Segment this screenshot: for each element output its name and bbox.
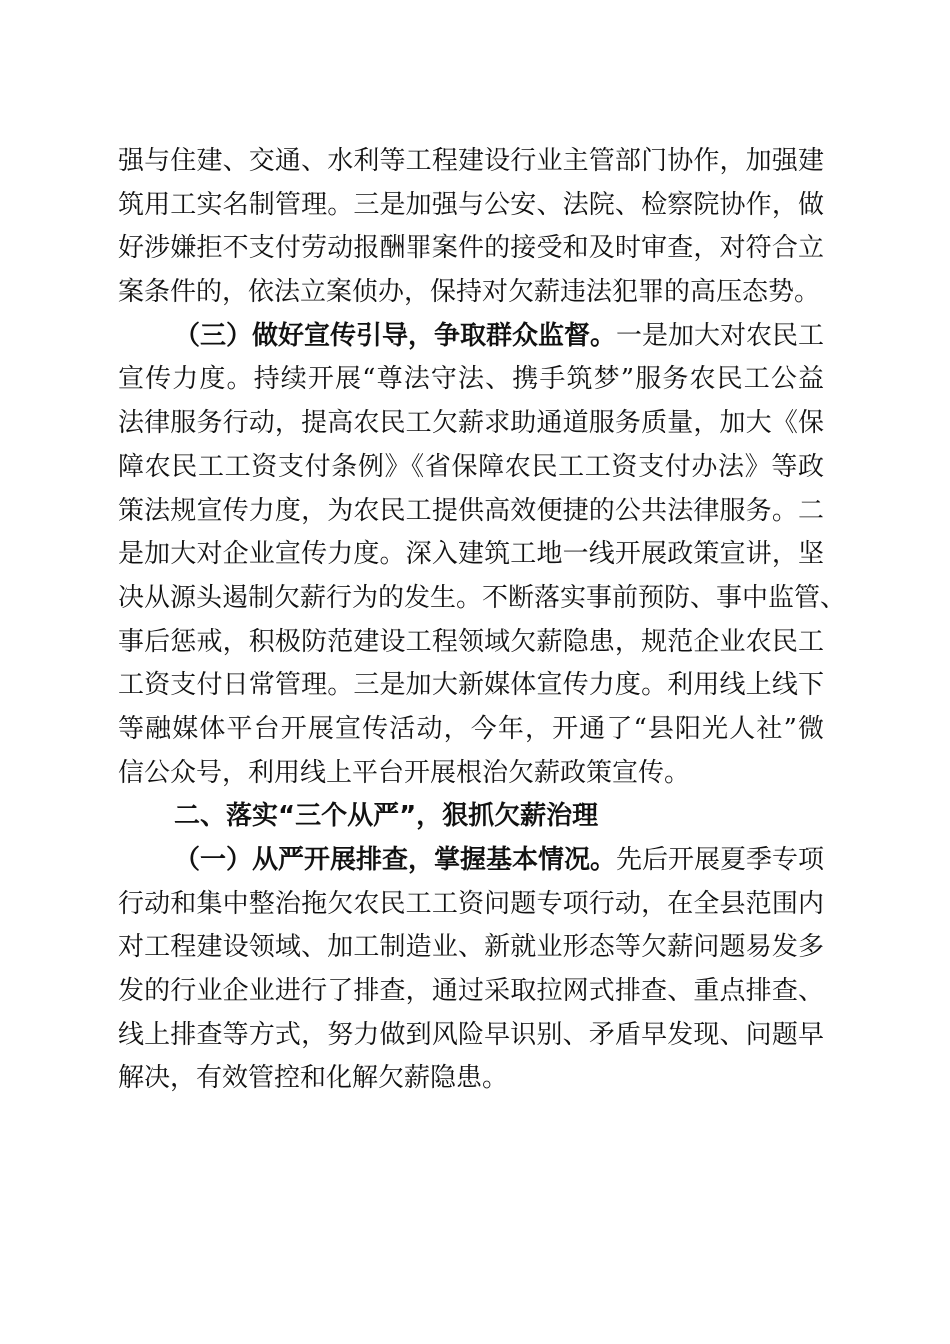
text-line: 对工程建设领域、加工制造业、新就业形态等欠薪问题易发多 bbox=[118, 932, 824, 963]
text-line: 案条件的，依法立案侦办，保持对欠薪违法犯罪的高压态势。 bbox=[118, 277, 821, 308]
paragraph-cooperation bbox=[118, 140, 824, 315]
paragraph-inspection bbox=[118, 839, 824, 1101]
subsection-heading-1: （一）从严开展排查，掌握基本情况。 bbox=[174, 845, 617, 875]
text-line: 行动和集中整治拖欠农民工工资问题专项行动，在全县范围内 bbox=[118, 888, 824, 919]
text-line: 强与住建、交通、水利等工程建设行业主管部门协作，加强建 bbox=[118, 146, 824, 176]
text-segment: 一是加大对农民工 bbox=[616, 320, 825, 351]
text-line: 筑用工实名制管理。三是加强与公安、法院、检察院协作，做 bbox=[118, 189, 824, 220]
text-line: 决从源头遏制欠薪行为的发生。不断落实事前预防、事中监管、 bbox=[118, 582, 847, 613]
paragraph-publicity bbox=[118, 315, 847, 796]
text-line: 法律服务行动，提高农民工欠薪求助通道服务质量，加大《保 bbox=[118, 408, 824, 439]
text-line: 是加大对企业宣传力度。深入建筑工地一线开展政策宣讲，坚 bbox=[118, 539, 824, 570]
text-line: 好涉嫌拒不支付劳动报酬罪案件的接受和及时审查，对符合立 bbox=[118, 233, 824, 264]
section-heading-2: 二、落实“三个从严”，狠抓欠薪治理 bbox=[174, 801, 599, 832]
text-line: 信公众号，利用线上平台开展根治欠薪政策宣传。 bbox=[118, 757, 691, 788]
text-line bbox=[118, 315, 824, 359]
text-line: 线上排查等方式，努力做到风险早识别、矛盾早发现、问题早 bbox=[118, 1019, 824, 1050]
text-line: 等融媒体平台开展宣传活动，今年，开通了“县阳光人社”微 bbox=[118, 713, 824, 744]
text-line: 解决，有效管控和化解欠薪隐患。 bbox=[118, 1063, 509, 1094]
text-line bbox=[118, 839, 824, 883]
subsection-heading-3: （三）做好宣传引导，争取群众监督。 bbox=[174, 320, 617, 351]
text-line: 障农民工工资支付条例》《省保障农民工工资支付办法》等政 bbox=[118, 451, 824, 482]
text-line: 策法规宣传力度，为农民工提供高效便捷的公共法律服务。二 bbox=[118, 495, 824, 526]
text-line: 工资支付日常管理。三是加大新媒体宣传力度。利用线上线下 bbox=[118, 670, 824, 701]
document-page bbox=[118, 140, 847, 1101]
text-line: 事后惩戒，积极防范建设工程领域欠薪隐患，规范企业农民工 bbox=[118, 626, 824, 657]
text-line: 发的行业企业进行了排查，通过采取拉网式排查、重点排查、 bbox=[118, 976, 824, 1007]
text-line: 宣传力度。持续开展“尊法守法、携手筑梦”服务农民工公益 bbox=[118, 364, 824, 395]
text-segment: 先后开展夏季专项 bbox=[616, 845, 825, 875]
